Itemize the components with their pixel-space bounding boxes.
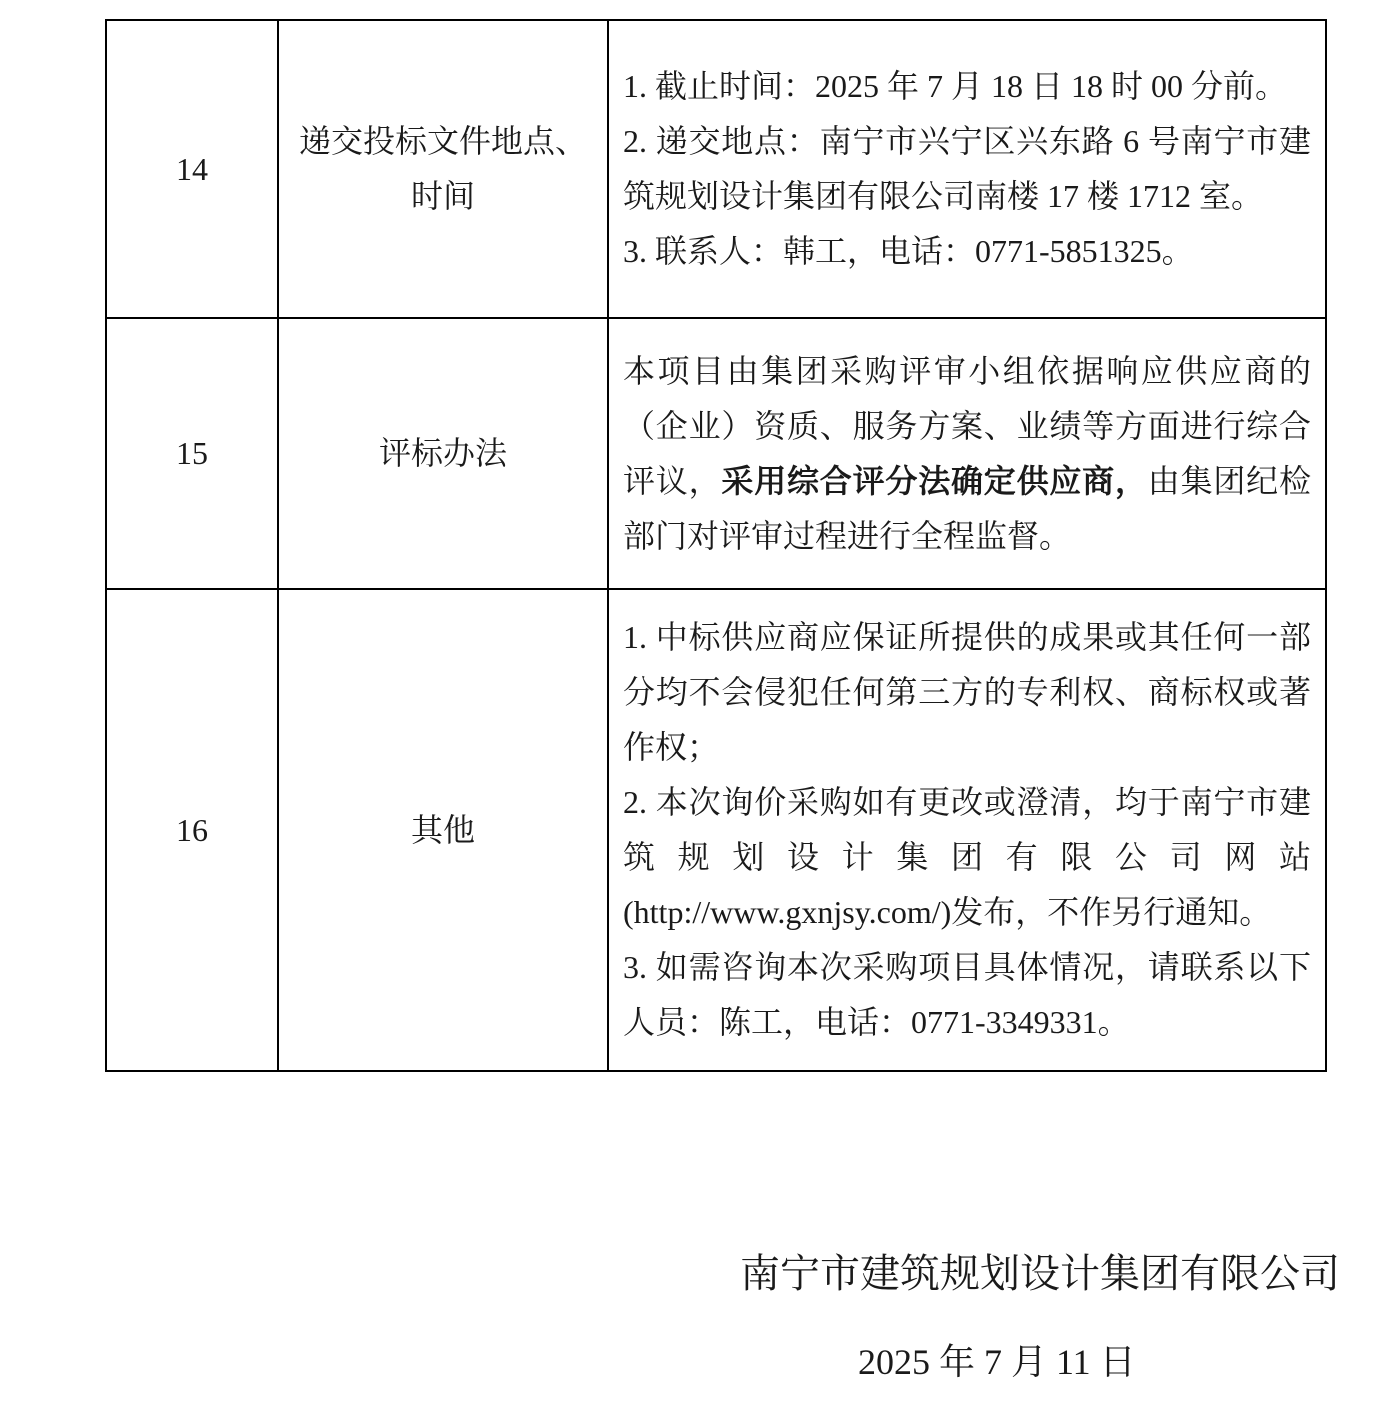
table-row-16 — [106, 589, 1326, 1071]
table-row-15 — [106, 318, 1326, 589]
content-item: 3. 联系人：韩工，电话：0771-5851325。 — [623, 233, 1194, 269]
text-segment-bold: 采用综合评分法确定供应商， — [721, 462, 1148, 499]
row-number: 15 — [106, 318, 278, 589]
content-item: 1. 中标供应商应保证所提供的成果或其任何一部分均不会侵犯任何第三方的专利权、商标权或著作权； — [623, 619, 1311, 765]
content-item — [623, 344, 1311, 564]
text-segment: 本项目由集团采购评审小组依据响应供应商的（企业）资质、服务方案、业绩等方面进行综合评议， — [623, 352, 1311, 499]
signature-date: 2025 年 7 月 11 日 — [858, 1342, 1136, 1382]
row-number: 14 — [106, 20, 278, 318]
tender-info-table — [105, 19, 1327, 1072]
row-label: 评标办法 — [278, 318, 608, 589]
row-number: 16 — [106, 589, 278, 1071]
content-item: 1. 截止时间：2025 年 7 月 18 日 18 时 00 分前。 — [623, 68, 1288, 104]
row-content — [608, 318, 1326, 589]
table-row-14 — [106, 20, 1326, 318]
row-label: 其他 — [278, 589, 608, 1071]
row-label: 递交投标文件地点、时间 — [278, 20, 608, 318]
content-item: 2. 本次询价采购如有更改或澄清，均于南宁市建筑规划设计集团有限公司网站(http://www.gxnjsy.com/)发布，不作另行通知。 — [623, 784, 1311, 930]
content-item: 2. 递交地点：南宁市兴宁区兴东路 6 号南宁市建筑规划设计集团有限公司南楼 17 楼 1712 室。 — [623, 123, 1311, 214]
content-item: 3. 如需咨询本次采购项目具体情况，请联系以下人员：陈工，电话：0771-3349331。 — [623, 949, 1311, 1040]
row-content — [608, 20, 1326, 318]
signature-company-name: 南宁市建筑规划设计集团有限公司 — [740, 1251, 1340, 1296]
row-content — [608, 589, 1326, 1071]
text-segment: 由集团纪检部门对评审过程进行全程监督。 — [623, 462, 1311, 554]
